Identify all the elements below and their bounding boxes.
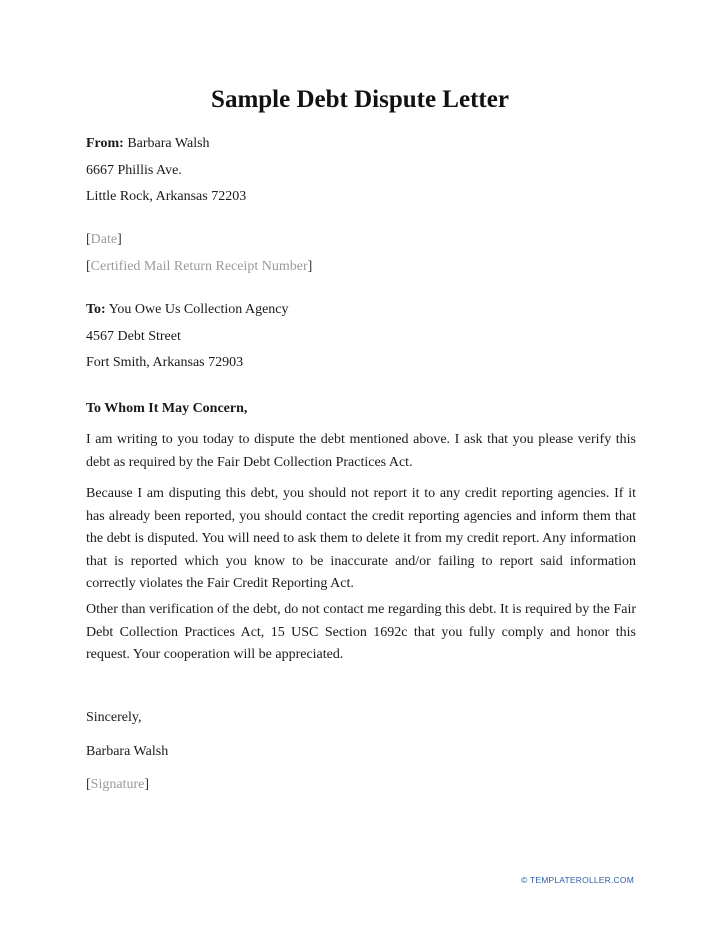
open-bracket: [ [86,777,91,792]
body-paragraph-2 [86,483,636,596]
placeholder-block [86,227,636,280]
close-bracket: ] [117,232,122,247]
sender-city: Little Rock, Arkansas 72203 [86,189,247,204]
paragraph: Other than verification of the debt, do not contact me regarding this debt. It is required by the Fair Debt Collection Practices Act, 15 USC Section 1692c that you fully comply and honor this request. Your cooperation will be appreciated. [86,602,636,662]
closing: Sincerely, [86,710,142,725]
recipient-name: You Owe Us Collection Agency [108,302,289,317]
body-paragraph-3 [86,599,636,667]
page-title: Sample Debt Dispute Letter [211,86,509,113]
recipient-name-line [86,297,636,324]
footer-credit: © TEMPLATEROLLER.COM [521,875,634,885]
sender-street: 6667 Phillis Ave. [86,162,182,178]
paragraph: Because I am disputing this debt, you should not report it to any credit reporting agencies. If it has already been reported, you should contact the credit reporting agencies and inform them that the debt is disputed. You will need to ask them to delete it from my credit report. Any information that is reported which you know to be inaccurate and/or failing to report said information correctly violates the Fair Credit Reporting Act. [86,486,636,591]
certified-mail-placeholder-text: Certified Mail Return Receipt Number [90,258,308,274]
sender-name-line [86,131,636,158]
greeting-block [86,398,636,420]
date-placeholder-text: Date [90,232,118,247]
signer-name: Barbara Walsh [86,743,169,759]
open-bracket: [ [86,258,91,274]
date-placeholder [86,227,636,254]
recipient-city: Fort Smith, Arkansas 72903 [86,355,244,370]
body-paragraph-1 [86,429,636,474]
sender-name: Barbara Walsh [127,136,210,151]
recipient-street: 4567 Debt Street [86,328,181,344]
sender-block [86,131,636,211]
certified-mail-placeholder [86,254,636,281]
recipient-block [86,297,636,377]
from-label: From: [86,136,124,151]
close-bracket: ] [307,258,313,274]
salutation: To Whom It May Concern, [86,401,248,416]
closing-block [86,705,636,799]
open-bracket: [ [86,232,91,247]
paragraph: I am writing to you today to dispute the debt mentioned above. I ask that you please verify this debt as required by the Fair Debt Collection Practices Act. [86,432,636,470]
to-label: To: [86,302,106,317]
signature-placeholder [86,772,636,799]
signature-placeholder-text: Signature [90,777,145,792]
close-bracket: ] [144,777,149,792]
